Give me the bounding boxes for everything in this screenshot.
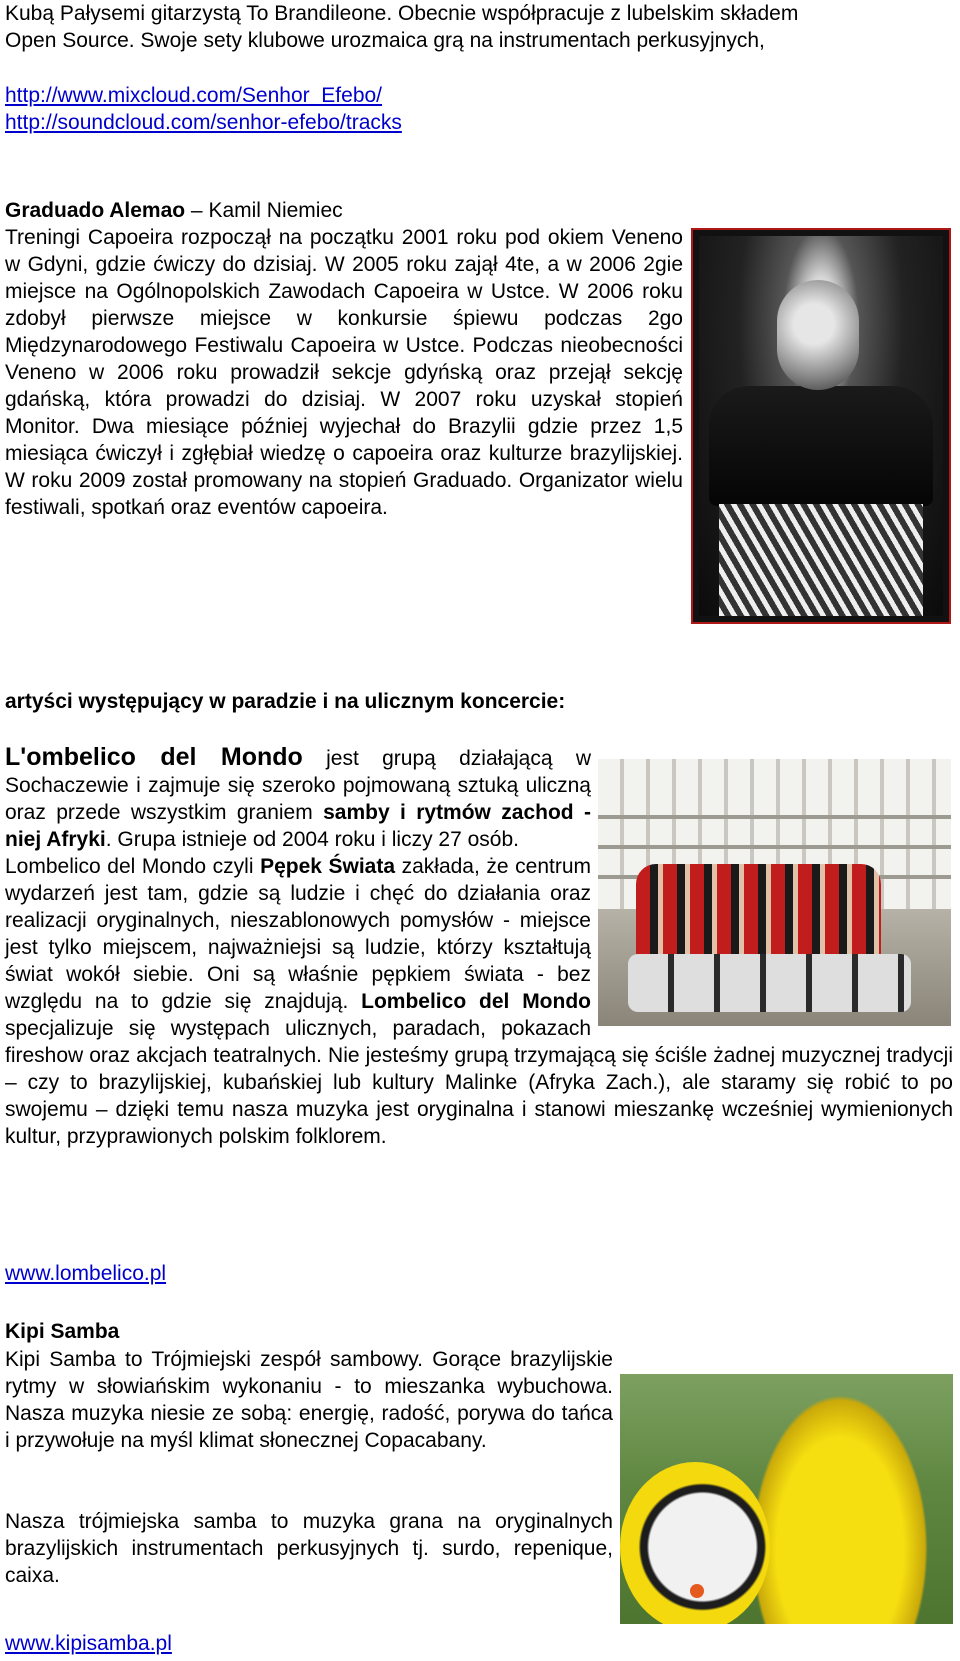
lombelico-p2-bold: Pępek Świata [260,855,396,878]
soundcloud-link[interactable]: http://soundcloud.com/senhor-efebo/tracks [5,111,402,134]
graduado-name: Graduado Alemao [5,199,186,222]
kipi-samba-photo [620,1374,953,1624]
graduado-bio: Treningi Capoeira rozpoczął na początku 2001 roku pod okiem Veneno w Gdyni, gdzie ćwiczy do dzisiaj. W 2005 roku zajął 4te, a w 2006 2gie miejsce na Ogólnopolskich Zawodach Capoeira w Ustce. W 2006 roku zdobył pierwsze miejsce w konkursie śpiewu podczas 2go Międzynarodowego Festiwalu Capoeira w Ustce. Podczas nieobecności Veneno w 2006 roku prowadził sekcje gdyńską oraz przejął sekcję gdańską, która prowadzi do dzisiaj. W 2007 roku uzyskał stopień Monitor. Dwa miesiące później wyjechał do Brazylii gdzie przez 1,5 miesiąca ćwiczył i zgłębiał wiedzę o capoeira oraz kulturze brazylijskiej. W roku 2009 został promowany na stopień Graduado. Organizator wielu festiwali, spotkań oraz eventów capoeira. [5,226,683,519]
lombelico-p1-a: jest grupą działającą w Sochaczewie i zajmuje się szeroko pojmowaną sztuką uliczną oraz przede wszystkim graniem [5,747,591,824]
lombelico-p1-bold: samby i rytmów zachod - niej Afryki [5,801,591,851]
lombelico-p2-e: specjalizuje się występach ulicznych, paradach, pokazach fireshow oraz akcjach teatralnych. Nie jesteśmy grupą trzymającą się ściśle żadnej muzycznej tradycji – czy to brazylijskiej, kubańskiej lub kultury Malinke (Afryka Zach.), ale staramy się robić to po swojemu – dzięki temu nasza muzyka jest oryginalna i stanowi mieszankę wcześniej wymienionych kultur, przyprawionych polskim folklorem. [5,1017,953,1148]
lombelico-p1-c: . Grupa istnieje od 2004 roku i liczy 27 osób. [105,828,519,851]
intro-line-2: Open Source. Swoje sety klubowe urozmaica grą na instrumentach perkusyjnych, [5,29,765,52]
lombelico-section [5,744,953,1150]
kipi-samba-heading: Kipi Samba [5,1320,120,1343]
graduado-dash: – [185,199,209,222]
lombelico-p2-a: Lombelico del Mondo czyli [5,855,261,878]
intro-line-1: Kubą Pałysemi gitarzystą To Brandileone. Obecnie współpracuje z lubelskim składem [5,2,799,25]
lombelico-photo-spacer [591,752,953,1034]
kipi-samba-p1: Kipi Samba to Trójmiejski zespół sambowy. Gorące brazylijskie rytmy w słowiańskim wykonaniu - to mieszanka wybuchowa. Nasza muzyka niesie ze sobą: energię, radość, porywa do tańca i przywołuje na myśl klimat słonecznej Copacabany. [5,1348,613,1452]
graduado-photo [691,228,951,624]
kipi-samba-p2: Nasza trójmiejska samba to muzyka grana na oryginalnych brazylijskich instrumentach perkusyjnych tj. surdo, repenique, caixa. [5,1510,613,1587]
section-heading: artyści występujący w paradzie i na ulicznym koncercie: [5,690,566,713]
lombelico-p2-bold-2: Lombelico del Mondo [361,990,591,1013]
lombelico-p2-c: zakłada, że centrum wydarzeń jest tam, gdzie są ludzie i chęć do działania oraz realizacji oryginalnych, nieszablonowych pomysłów - miejsce jest tylko miejscem, najważniejsi są ludzie, którzy kształtują świat wokół siebie. Oni są właśnie pępkiem świata - bez względu na to gdzie się znajdują. [5,855,591,1013]
kipi-samba-link[interactable]: www.kipisamba.pl [5,1632,172,1655]
lombelico-link[interactable]: www.lombelico.pl [5,1262,167,1285]
mixcloud-link[interactable]: http://www.mixcloud.com/Senhor_Efebo/ [5,84,383,107]
graduado-heading [5,197,343,224]
lombelico-name: L'ombelico del Mondo [5,743,303,771]
graduado-person: Kamil Niemiec [208,199,343,222]
